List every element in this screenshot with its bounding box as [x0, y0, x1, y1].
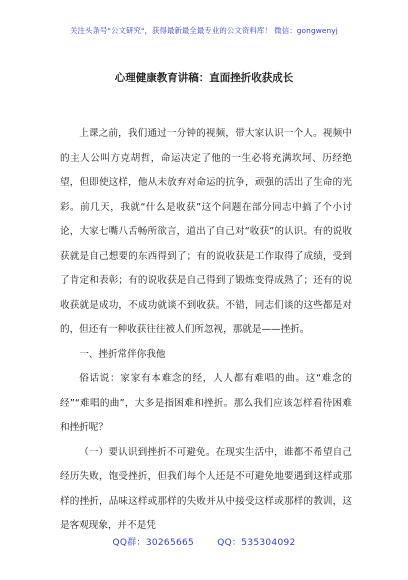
document-title: 心理健康教育讲稿：直面挫折收获成长: [114, 72, 294, 84]
paragraph-proverb: 俗话说：家家有本难念的经，人人都有难唱的曲。这“难念的经”“难唱的曲”，大多是指困难和挫折。那么我们应该怎样看待困难和挫折呢？: [60, 373, 352, 433]
footer-qq-group: QQ群：30265665: [112, 538, 195, 548]
footer-qq: QQ：535304092: [217, 538, 296, 548]
document-body: [60, 122, 352, 539]
section-heading-1: 一、挫折常伴你我他: [79, 348, 166, 360]
header-promo-note: 关注头条号"公文研究"，获得最新最全最专业的公文资料库！ 微信：gongwenyj: [70, 26, 338, 35]
paragraph-intro: 上课之前，我们通过一分钟的视频，带大家认识一个人。视频中的主人公叫方克胡哲，命运决定了他的一生必将充满坎坷、历经绝望，但即使这样，他从未放弃对命运的抗争，顽强的活出了生命的光彩。前几天，我就“什么是收获”这个问题在部分同志中搞了个小讨论，大家七嘴八舌畅所欲言，道出了自己对“收获”的认识。有的说收获就是自己想要的东西得到了；有的说收获是工作取得了成绩，受到了肯定和表彰；有的说收获是自己得到了锻炼变得成熟了；还有的说收获就是成功，不成功就谈不到收获。不错，同志们谈的这些都是对的，但还有一种收获往往被人们所忽视，那就是——挫折。: [60, 128, 352, 335]
footer-contact: [0, 535, 408, 548]
paragraph-subsection-1: （一）要认识到挫折不可避免。在现实生活中，谁都不希望自己经历失败，饱受挫折，但我们每个人还是不可避免地要遇到这样或那样的挫折，品味这样或那样的失败并从中接受这样或那样的教训，这是客观现象，并不是凭: [60, 446, 352, 531]
